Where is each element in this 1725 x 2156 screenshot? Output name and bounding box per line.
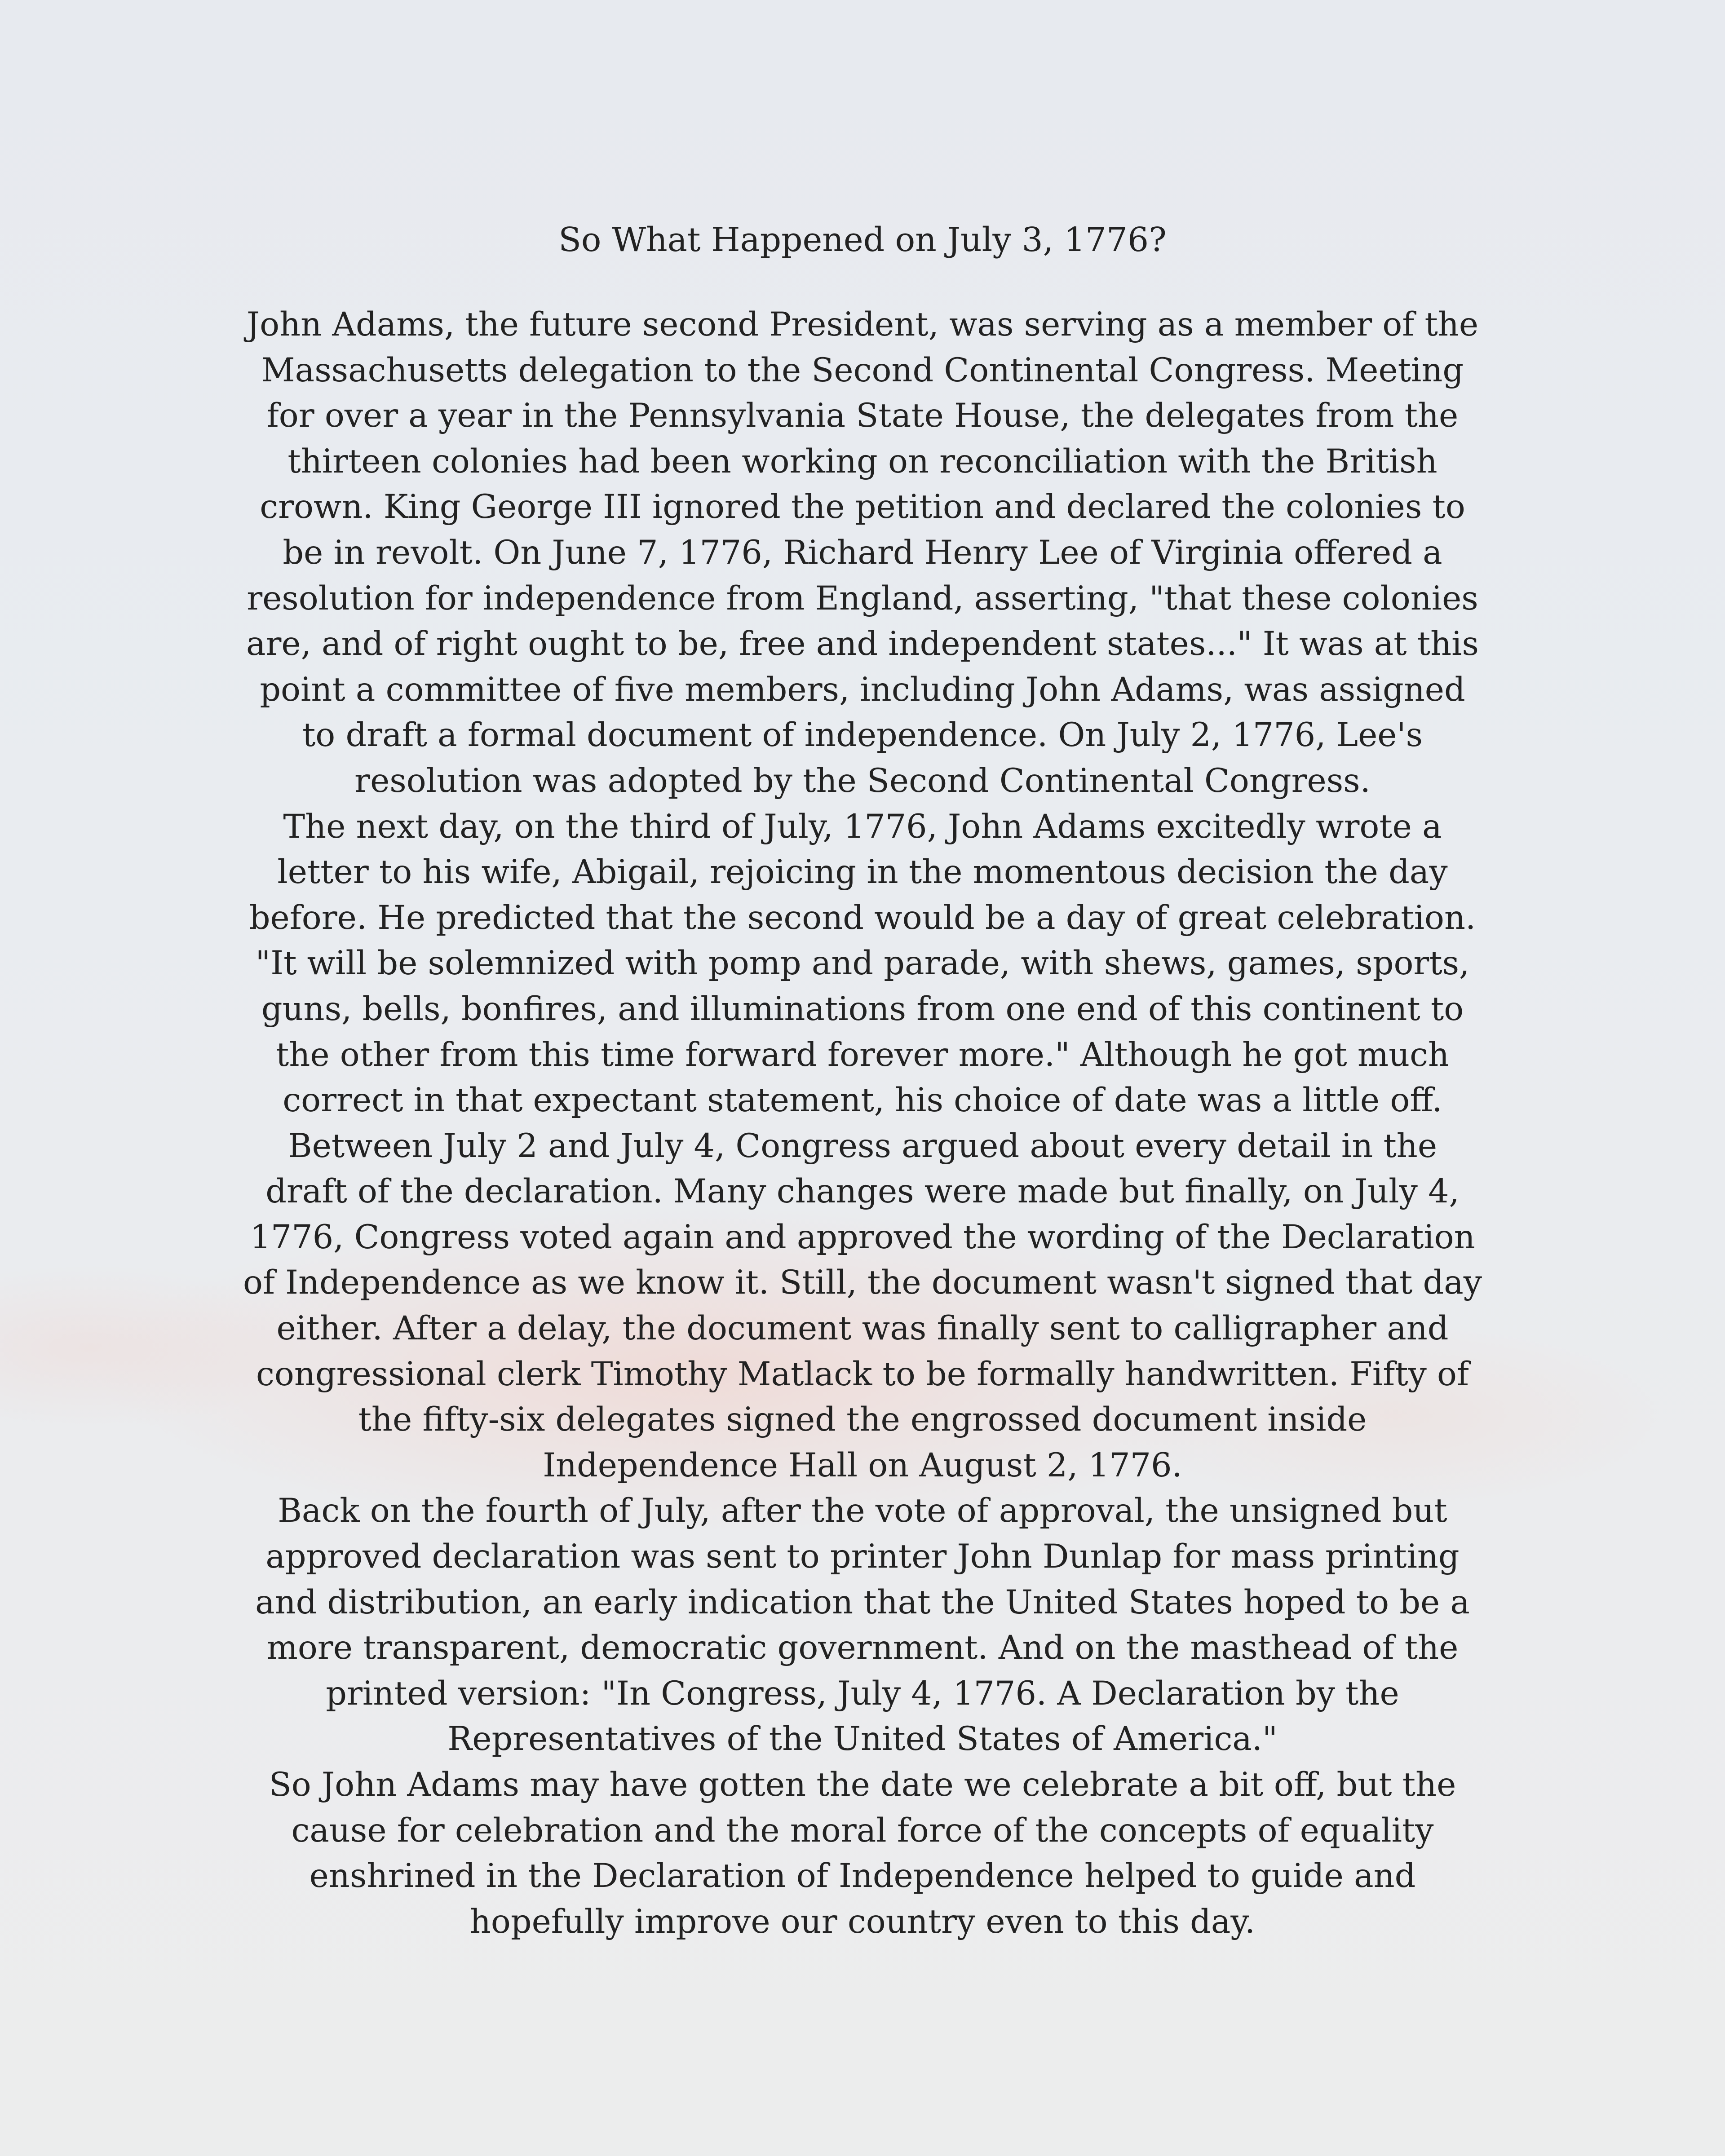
paragraph-1: John Adams, the future second President, was serving as a member of the Massachusetts delegation to the Second Continental Congress. Meeting for over a year in the Pennsylvania State House, the delegates from the thirteen colonies had been working on reconciliation with the British crown. King George III ignored the petition and declared the colonies to be in revolt. On June 7, 1776, Richard Henry Lee of Virginia offered a resolution for independence from England, asserting, "that these colonies are, and of right ought to be, free and independent states..." It was at this point a committee of five members, including John Adams, was assigned to draft a formal document of independence. On July 2, 1776, Lee's resolution was adopted by the Second Continental Congress. xyxy=(246,305,1479,800)
paragraph-3: Between July 2 and July 4, Congress argued about every detail in the draft of the declaration. Many changes were made but finally, on July 4, 1776, Congress voted again and approved the wording of the Declaration of Independence as we know it. Still, the document wasn't signed that day either. After a delay, the document was finally sent to calligrapher and congressional clerk Timothy Matlack to be formally handwritten. Fifty of the fifty-six delegates signed the engrossed document inside Independence Hall on August 2, 1776. xyxy=(243,1127,1482,1484)
paragraph-5: So John Adams may have gotten the date we celebrate a bit off, but the cause for celebration and the moral force of the concepts of equality enshrined in the Declaration of Independence helped to guide and hopefully improve our country even to this day. xyxy=(269,1766,1456,1941)
title-spacer xyxy=(243,269,1482,302)
paragraph-2: The next day, on the third of July, 1776, John Adams excitedly wrote a letter to his wife, Abigail, rejoicing in the momentous decision the day before. He predicted that the second would be a day of great celebration. "It will be solemnized with pomp and parade, with shews, games, sports, guns, bells, bonfires, and illuminations from one end of this continent to the other from this time forward forever more." Although he got much correct in that expectant statement, his choice of date was a little off. xyxy=(249,807,1476,1120)
paragraph-4: Back on the fourth of July, after the vote of approval, the unsigned but approved declaration was sent to printer John Dunlap for mass printing and distribution, an early indication that the United States hoped to be a more transparent, democratic government. And on the masthead of the printed version: "In Congress, July 4, 1776. A Declaration by the Representatives of the United States of America." xyxy=(255,1492,1470,1758)
document-title: So What Happened on July 3, 1776? xyxy=(558,221,1167,259)
document-body xyxy=(243,211,1482,1944)
